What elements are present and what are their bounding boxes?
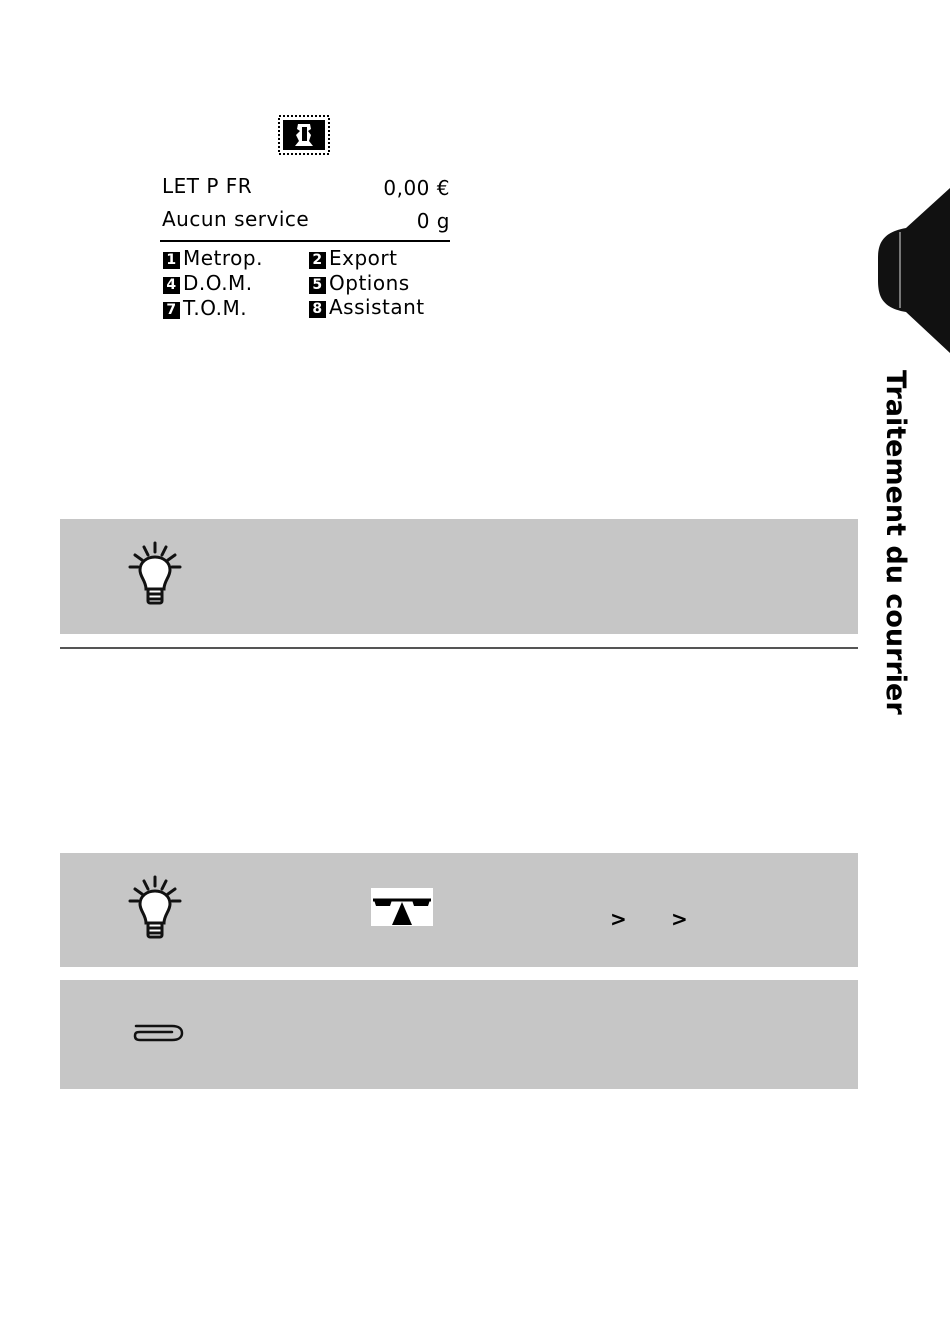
menu-path-separator: >	[610, 907, 627, 931]
lcd-divider	[160, 240, 450, 242]
menu-item-label: Export	[329, 246, 398, 270]
menu-item-label: Options	[329, 271, 410, 295]
lcd-amount: 0,00 €	[383, 176, 450, 200]
lcd-product-label: LET P FR	[162, 174, 253, 198]
lcd-service-label: Aucun service	[162, 207, 310, 231]
menu-key: 7	[163, 302, 180, 319]
menu-item-export[interactable]	[309, 246, 397, 270]
menu-item-dom[interactable]	[163, 271, 253, 295]
menu-key: 2	[309, 252, 326, 269]
menu-item-tom[interactable]	[163, 296, 247, 320]
tip-box	[60, 519, 858, 634]
menu-item-label: Assistant	[329, 295, 425, 319]
paperclip-icon	[132, 1020, 184, 1046]
lcd-weight: 0 g	[416, 209, 450, 233]
stamp-icon	[278, 115, 330, 155]
menu-item-options[interactable]	[309, 271, 410, 295]
menu-item-label: T.O.M.	[183, 296, 248, 320]
menu-path-separator: >	[671, 907, 688, 931]
lightbulb-icon	[124, 873, 186, 945]
menu-key: 5	[309, 277, 326, 294]
tip-box	[60, 853, 858, 967]
menu-item-metrop[interactable]	[163, 246, 263, 270]
note-box	[60, 980, 858, 1089]
chapter-title: Traitement du courrier	[880, 370, 911, 715]
scale-icon	[371, 888, 433, 926]
menu-item-assistant[interactable]	[309, 295, 425, 319]
menu-key: 8	[309, 301, 326, 318]
menu-item-label: D.O.M.	[183, 271, 253, 295]
lightbulb-icon	[124, 539, 186, 611]
menu-key: 4	[163, 277, 180, 294]
menu-key: 1	[163, 252, 180, 269]
chapter-tab	[876, 188, 950, 353]
section-divider	[60, 647, 858, 649]
menu-item-label: Metrop.	[183, 246, 263, 270]
